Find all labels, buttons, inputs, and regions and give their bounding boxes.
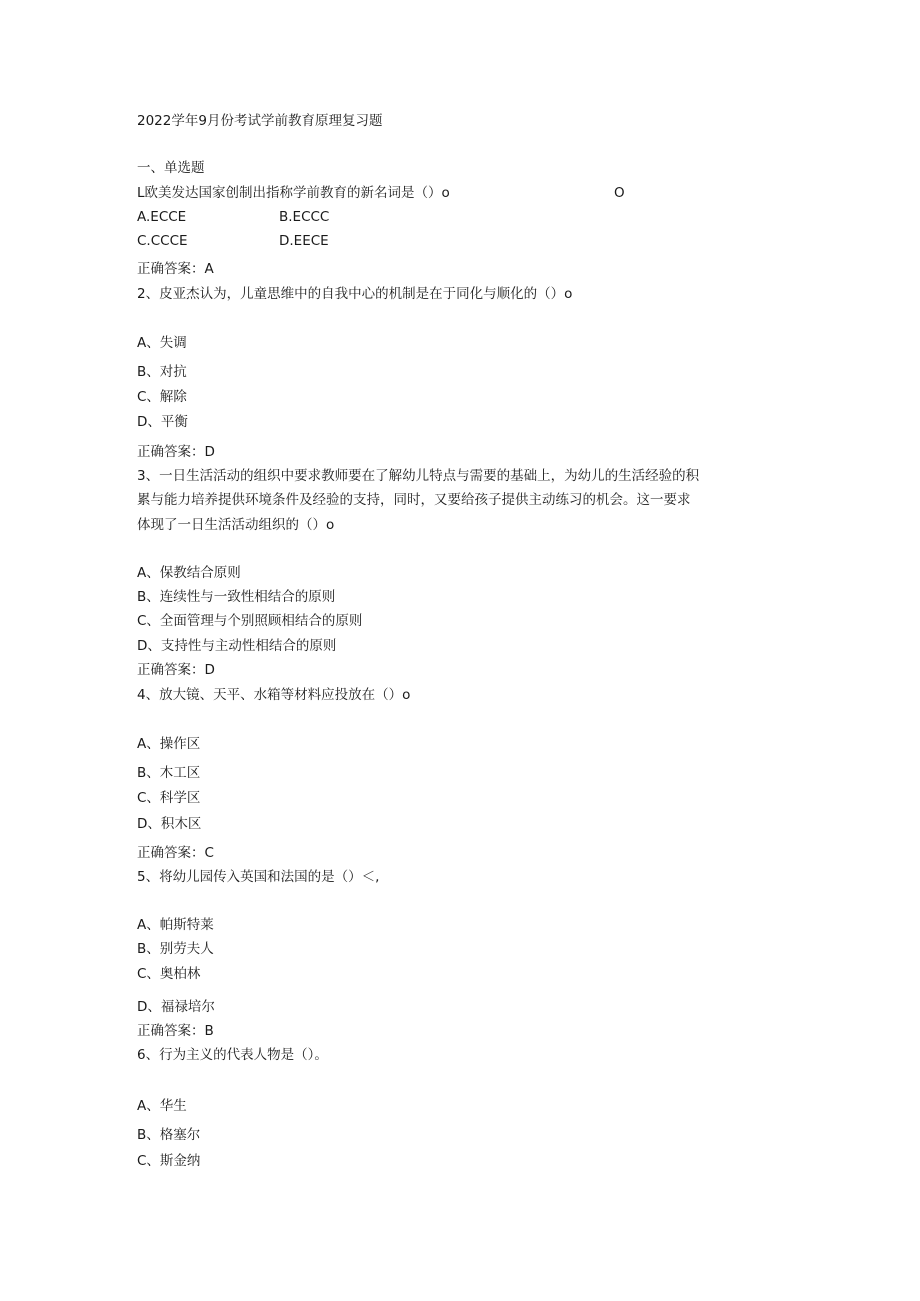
q1-option-b: B.ECCC	[279, 209, 330, 225]
q3-stem-line-3: 体现了一日生活活动组织的（）o	[137, 517, 335, 533]
q3-stem-line-1: 3、一日生活活动的组织中要求教师要在了解幼儿特点与需要的基础上，为幼儿的生活经验的积	[137, 468, 700, 484]
q2-answer: 正确答案：D	[137, 444, 215, 460]
q4-answer: 正确答案：C	[137, 845, 214, 861]
q3-option-c: C、全面管理与个别照顾相结合的原则	[137, 613, 363, 629]
q3-answer: 正确答案：D	[137, 662, 215, 678]
q3-option-a: A、保教结合原则	[137, 565, 241, 581]
q4-stem: 4、放大镜、天平、水箱等材料应投放在（）o	[137, 687, 411, 703]
q2-option-a: A、失调	[137, 335, 187, 351]
q4-option-c: C、科学区	[137, 790, 201, 806]
document-title: 2022学年9月份考试学前教育原理复习题	[137, 113, 383, 129]
q6-option-a: A、华生	[137, 1098, 187, 1114]
q2-option-c: C、解除	[137, 389, 187, 405]
q1-option-d: D.EECE	[279, 233, 329, 249]
q3-stem-line-2: 累与能力培养提供环境条件及经验的支持，同时，又要给孩子提供主动练习的机会。这一要求	[137, 492, 691, 508]
q1-answer: 正确答案：A	[137, 261, 214, 277]
q4-option-b: B、木工区	[137, 765, 201, 781]
q3-option-b: B、连续性与一致性相结合的原则	[137, 589, 336, 605]
q1-option-a: A.ECCE	[137, 209, 187, 225]
q6-option-c: C、斯金纳	[137, 1153, 201, 1169]
q2-option-b: B、对抗	[137, 364, 187, 380]
q1-stem: L欧美发达国家创制出指称学前教育的新名词是（）o	[137, 185, 450, 201]
section-heading: 一、单选题	[137, 160, 205, 176]
q1-trailing-mark: O	[614, 185, 625, 201]
q5-option-c: C、奥柏林	[137, 966, 201, 982]
q5-option-d: D、福禄培尔	[137, 999, 215, 1015]
q5-option-b: B、别劳夫人	[137, 941, 214, 957]
q6-stem: 6、行为主义的代表人物是（）。	[137, 1047, 328, 1063]
q6-option-b: B、格塞尔	[137, 1127, 201, 1143]
q3-option-d: D、支持性与主动性相结合的原则	[137, 638, 337, 654]
q2-option-d: D、平衡	[137, 414, 188, 430]
q5-stem: 5、将幼儿园传入英国和法国的是（）＜,	[137, 869, 380, 885]
q1-option-c: C.CCCE	[137, 233, 188, 249]
q4-option-a: A、操作区	[137, 736, 201, 752]
q2-stem: 2、皮亚杰认为，儿童思维中的自我中心的机制是在于同化与顺化的（）o	[137, 286, 573, 302]
q5-answer: 正确答案：B	[137, 1023, 214, 1039]
q4-option-d: D、积木区	[137, 816, 202, 832]
q5-option-a: A、帕斯特莱	[137, 917, 214, 933]
